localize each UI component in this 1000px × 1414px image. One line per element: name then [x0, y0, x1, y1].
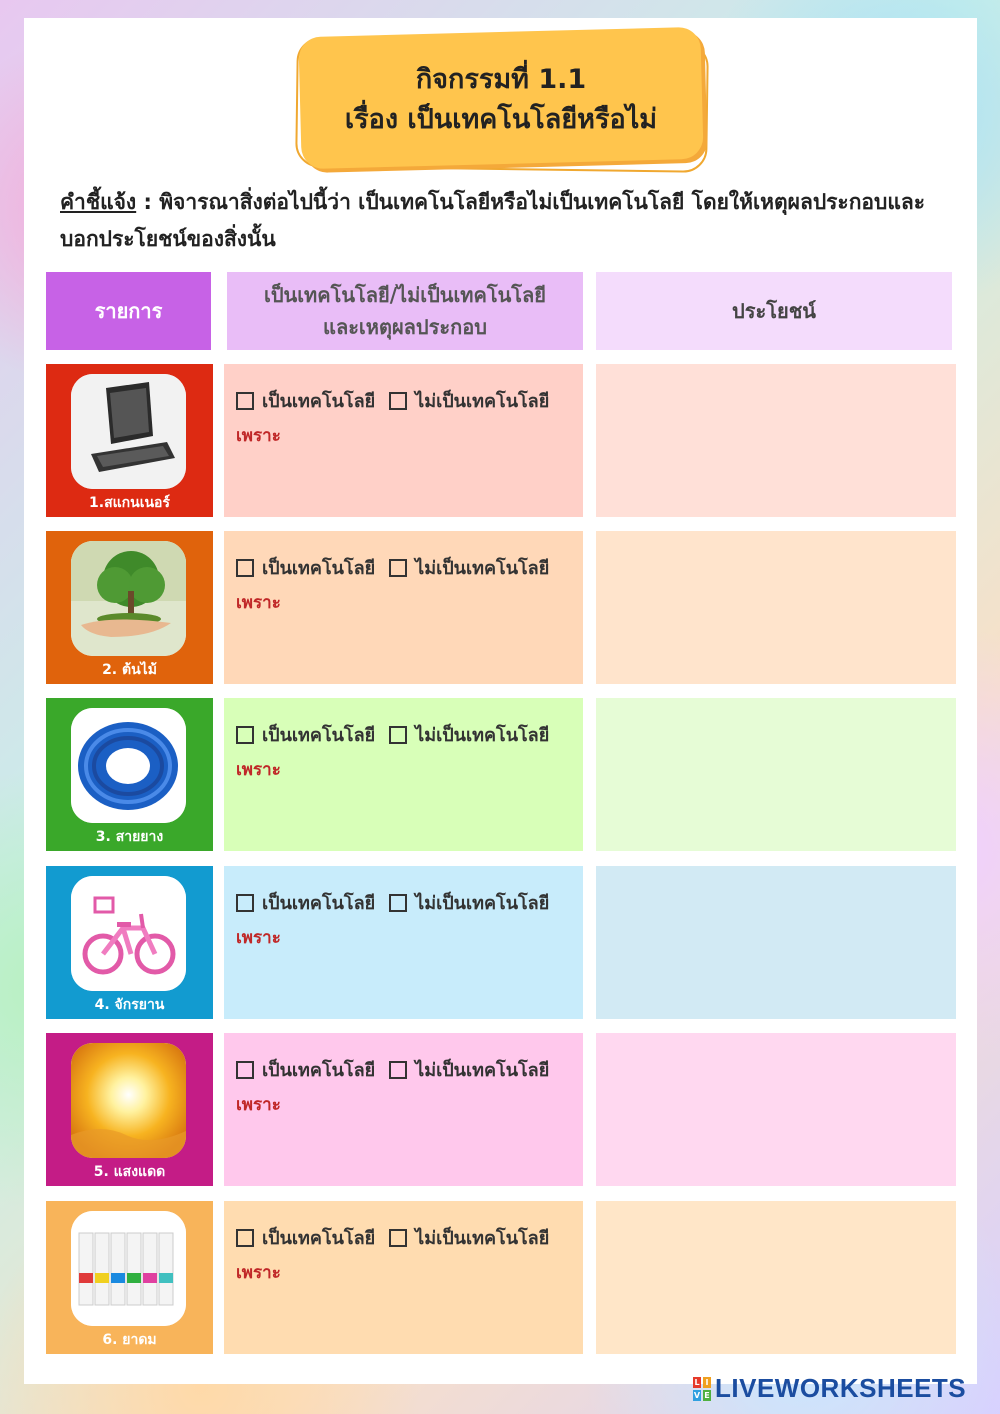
is-tech-checkbox[interactable]	[236, 1061, 254, 1079]
benefit-answer-cell[interactable]	[596, 1201, 956, 1354]
benefit-answer-cell[interactable]	[596, 531, 956, 684]
tech-answer-cell	[224, 1201, 583, 1354]
instructions-separator: :	[136, 190, 160, 214]
scanner-image	[71, 374, 186, 489]
is-tech-checkbox[interactable]	[236, 559, 254, 577]
benefit-answer-cell[interactable]	[596, 866, 956, 1019]
liveworksheets-logo-icon	[693, 1377, 711, 1401]
is-tech-checkbox[interactable]	[236, 894, 254, 912]
item-label: 1.สแกนเนอร์	[89, 495, 170, 511]
is-tech-label: เป็นเทคโนโลยี	[262, 558, 376, 579]
not-tech-label: ไม่เป็นเทคโนโลยี	[415, 725, 550, 746]
item-image-cell	[46, 1033, 213, 1186]
is-tech-checkbox[interactable]	[236, 726, 254, 744]
header-benefit	[596, 272, 952, 350]
logo-letter: I	[703, 1377, 711, 1388]
because-label: เพราะ	[236, 426, 281, 446]
item-label: 4. จักรยาน	[94, 997, 165, 1013]
benefit-answer-cell[interactable]	[596, 1033, 956, 1186]
not-tech-checkbox[interactable]	[389, 1229, 407, 1247]
item-label: 2. ต้นไม้	[102, 662, 157, 678]
not-tech-label: ไม่เป็นเทคโนโลยี	[415, 391, 550, 412]
item-image-cell	[46, 698, 213, 851]
is-tech-checkbox[interactable]	[236, 392, 254, 410]
instructions	[60, 184, 944, 258]
table-row	[46, 1033, 956, 1186]
not-tech-checkbox[interactable]	[389, 726, 407, 744]
title-line-2: เรื่อง เป็นเทคโนโลยีหรือไม่	[344, 104, 658, 135]
tech-answer-cell	[224, 866, 583, 1019]
tech-answer-cell	[224, 1033, 583, 1186]
is-tech-label: เป็นเทคโนโลยี	[262, 725, 376, 746]
liveworksheets-brand: LIVEWORKSHEETS	[715, 1373, 967, 1403]
is-tech-label: เป็นเทคโนโลยี	[262, 893, 376, 914]
page-title	[300, 60, 702, 140]
logo-letter: L	[694, 1377, 700, 1387]
hose-image	[71, 708, 186, 823]
inhaler-image	[71, 1211, 186, 1326]
bicycle-image	[71, 876, 186, 991]
item-label: 5. แสงแดด	[93, 1164, 166, 1180]
benefit-answer-cell[interactable]	[596, 364, 956, 517]
benefit-answer-cell[interactable]	[596, 698, 956, 851]
not-tech-label: ไม่เป็นเทคโนโลยี	[415, 893, 550, 914]
instructions-text: พิจารณาสิ่งต่อไปนี้ว่า เป็นเทคโนโลยีหรือไม่เป็นเทคโนโลยี โดยให้เหตุผลประกอบและบอกประโยชน์ของสิ่งนั้น	[60, 190, 926, 251]
header-tech	[227, 272, 583, 350]
header-tech-line-2: และเหตุผลประกอบ	[323, 315, 487, 339]
table-row	[46, 364, 956, 517]
item-image-cell	[46, 364, 213, 517]
tech-answer-cell	[224, 698, 583, 851]
not-tech-checkbox[interactable]	[389, 559, 407, 577]
table-row	[46, 1201, 956, 1354]
tech-answer-cell	[224, 531, 583, 684]
because-label: เพราะ	[236, 593, 281, 613]
because-label: เพราะ	[236, 760, 281, 780]
header-tech-line-1: เป็นเทคโนโลยี/ไม่เป็นเทคโนโลยี	[263, 283, 546, 307]
liveworksheets-footer	[693, 1373, 966, 1404]
not-tech-label: ไม่เป็นเทคโนโลยี	[415, 1060, 550, 1081]
header-benefit-label: ประโยชน์	[732, 299, 816, 323]
is-tech-label: เป็นเทคโนโลยี	[262, 1228, 376, 1249]
not-tech-checkbox[interactable]	[389, 1061, 407, 1079]
item-label: 3. สายยาง	[95, 829, 164, 845]
title-line-1: กิจกรรมที่ 1.1	[415, 64, 587, 95]
tree-image	[71, 541, 186, 656]
not-tech-checkbox[interactable]	[389, 392, 407, 410]
not-tech-label: ไม่เป็นเทคโนโลยี	[415, 558, 550, 579]
logo-letter: E	[704, 1390, 710, 1400]
because-label: เพราะ	[236, 928, 281, 948]
item-image-cell	[46, 866, 213, 1019]
is-tech-checkbox[interactable]	[236, 1229, 254, 1247]
is-tech-label: เป็นเทคโนโลยี	[262, 391, 376, 412]
header-item-label: รายการ	[94, 299, 163, 323]
item-label: 6. ยาดม	[102, 1332, 157, 1348]
header-item	[46, 272, 211, 350]
table-row	[46, 698, 956, 851]
table-row	[46, 866, 956, 1019]
item-image-cell	[46, 531, 213, 684]
because-label: เพราะ	[236, 1263, 281, 1283]
table-row	[46, 531, 956, 684]
item-image-cell	[46, 1201, 213, 1354]
not-tech-checkbox[interactable]	[389, 894, 407, 912]
tech-answer-cell	[224, 364, 583, 517]
is-tech-label: เป็นเทคโนโลยี	[262, 1060, 376, 1081]
instructions-label: คำชี้แจ้ง	[60, 190, 137, 214]
because-label: เพราะ	[236, 1095, 281, 1115]
not-tech-label: ไม่เป็นเทคโนโลยี	[415, 1228, 550, 1249]
logo-letter: V	[693, 1390, 701, 1400]
sunlight-image	[71, 1043, 186, 1158]
